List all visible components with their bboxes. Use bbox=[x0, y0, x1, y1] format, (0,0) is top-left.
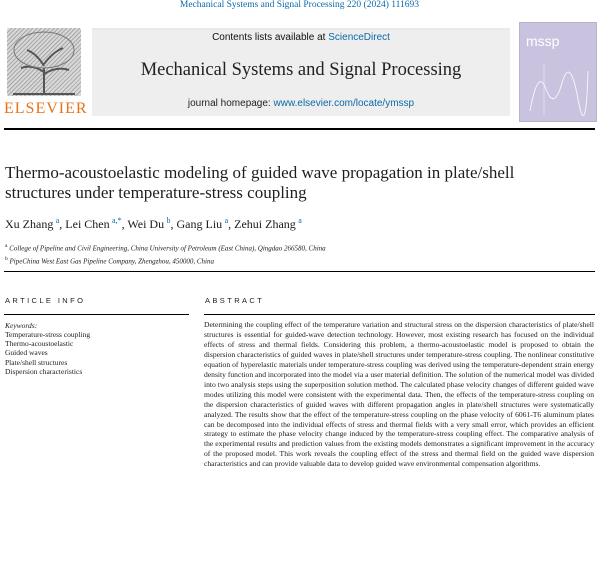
affiliation-marker: a bbox=[5, 243, 8, 249]
publisher-wordmark: ELSEVIER bbox=[4, 100, 88, 117]
abstract-text: Determining the coupling effect of the temperature variation and structural stress on the dispersion characteristics of plate/shell structures is essential for guided-wave detection technology. However, most existing research has focused on the individual effects of stress and thermal fields. Considering this problem, a thermo-acoustoelastic model is proposed to obtain the dispersion characteristics of guided waves in plate/shell structures under temperature-stress coupling. The nonlinear constitutive equation of hyperelastic materials under temperature-stress coupling was derived using the temperature-dependent strain energy density function and incorporated into the model via a user material definition. The solution of the numerical model was divided into two analysis steps using the superposition solution method. The calculated phase velocity changes of different guided wave modes utilizing this model were consistent with the experimental data. Then, the effects of the temperature-stress coupling on the dispersion characteristics of guided waves with different propagation angles in plate/shell structures were systematically analyzed. The results show that the effect of the temperature-stress coupling on the phase velocity of 6061-T6 aluminum plates can be decomposed into the individual effects of stress and thermal fields with a very small error, which provides an efficient strategy to estimate the phase velocity change induced by the temperature-stress coupling effect. The comparative analysis of the experimental results and prediction values from the existing models demonstrates a significant improvement in the accuracy of the proposed model. This work reveals the coupling effect of the stress and thermal field on the guided wave dispersion characteristics and can provide valuable data to develop guided wave environmental compensation algorithms. bbox=[204, 320, 594, 469]
elsevier-logo[interactable] bbox=[4, 26, 88, 120]
author-affiliation-marker[interactable]: a bbox=[298, 216, 302, 225]
author-affiliation-marker[interactable]: b bbox=[166, 216, 171, 225]
contents-line bbox=[92, 32, 510, 43]
article-title: Thermo-acoustoelastic modeling of guided wave propagation in plate/shell structures under temperature-stress coupling bbox=[5, 163, 515, 202]
keyword-item: Temperature-stress coupling bbox=[5, 330, 91, 339]
author-list: Xu Zhang $^a$, Lei Chen $^{a,*}$, Wei Du $^b$, Gang Liu $^a$, Zehui Zhang $^a$ bbox=[5, 216, 302, 231]
header-divider bbox=[4, 128, 595, 130]
affiliation-item bbox=[5, 254, 565, 267]
journal-cover-image[interactable] bbox=[519, 22, 597, 122]
affiliation-text: PipeChina West East Gas Pipeline Company, Zhengzhou, 450000, China bbox=[9, 257, 214, 266]
homepage-prefix: journal homepage: bbox=[187, 98, 274, 109]
cover-title: mssp bbox=[526, 33, 560, 49]
author-affiliation-marker[interactable]: a bbox=[55, 216, 60, 225]
citation-link[interactable]: Mechanical Systems and Signal Processing 220 (2024) 111693 bbox=[179, 0, 420, 10]
affiliation-list bbox=[5, 241, 565, 268]
cover-graphic-icon bbox=[524, 59, 592, 117]
author-name[interactable]: Zehui Zhang bbox=[234, 217, 296, 231]
affiliation-text: College of Pipeline and Civil Engineering, China University of Petroleum (East China), Qingdao 266580, China bbox=[9, 244, 326, 253]
author-name[interactable]: Gang Liu bbox=[176, 217, 223, 231]
author-affiliation-marker[interactable]: a,* bbox=[112, 216, 122, 225]
contents-prefix: Contents lists available at bbox=[212, 32, 329, 43]
keywords-label: Keywords: bbox=[5, 321, 38, 330]
sciencedirect-link[interactable]: ScienceDirect bbox=[328, 32, 390, 43]
keyword-list bbox=[5, 330, 90, 376]
homepage-link[interactable]: www.elsevier.com/locate/ymssp bbox=[273, 98, 415, 109]
tree-icon bbox=[7, 28, 81, 96]
affiliation-divider bbox=[4, 271, 595, 272]
info-divider bbox=[4, 314, 189, 315]
affiliation-item bbox=[5, 241, 565, 254]
article-info-heading: ARTICLE INFO bbox=[5, 296, 86, 305]
journal-banner bbox=[92, 28, 510, 116]
homepage-line bbox=[92, 98, 510, 109]
author-name[interactable]: Wei Du bbox=[127, 217, 165, 231]
keyword-item: Guided waves bbox=[5, 348, 48, 358]
keyword-item: Dispersion characteristics bbox=[5, 366, 83, 376]
author-name[interactable]: Xu Zhang bbox=[5, 217, 54, 231]
affiliation-marker: b bbox=[5, 256, 8, 263]
keyword-item: Plate/shell structures bbox=[5, 357, 68, 367]
abstract-divider bbox=[204, 314, 595, 315]
keyword-item: Thermo-acoustoelastic bbox=[5, 339, 74, 349]
journal-header bbox=[4, 22, 595, 120]
journal-title: Mechanical Systems and Signal Processing bbox=[140, 60, 462, 80]
abstract-heading: ABSTRACT bbox=[205, 296, 265, 305]
author-name[interactable]: Lei Chen bbox=[65, 217, 110, 231]
author-affiliation-marker[interactable]: a bbox=[224, 216, 229, 225]
